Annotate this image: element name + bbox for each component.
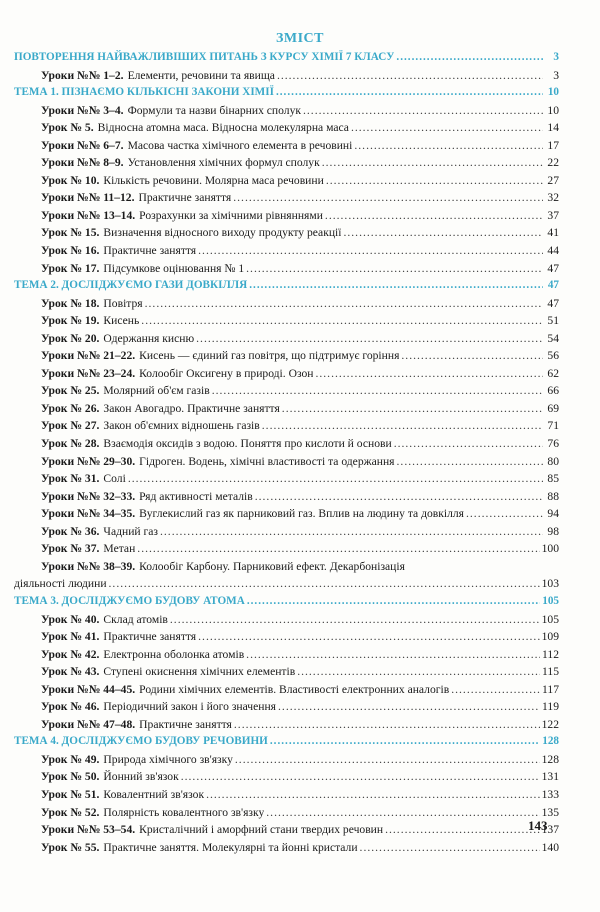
lesson-title: Молярний об'єм газів <box>103 384 210 398</box>
page-ref: 112 <box>542 647 559 661</box>
page-ref: 105 <box>541 612 559 626</box>
leader-dots <box>343 224 543 242</box>
lesson-number: Уроки №№ 53–54. <box>41 823 136 837</box>
lesson-number: Урок № 52. <box>41 805 100 819</box>
leader-dots <box>276 84 543 102</box>
page-ref: 133 <box>541 787 559 801</box>
leader-dots <box>303 102 543 120</box>
page-ref: 32 <box>547 191 559 205</box>
leader-dots <box>270 733 540 751</box>
leader-dots <box>206 786 540 804</box>
lesson-title: Розрахунки за хімічними рівняннями <box>139 208 323 222</box>
page-number: 143 <box>528 818 548 833</box>
leader-dots <box>181 768 540 786</box>
page-ref: 66 <box>547 384 559 398</box>
lesson-title: Ковалентний зв'язок <box>103 787 205 801</box>
toc-entry <box>14 751 559 769</box>
lesson-number: Уроки №№ 21–22. <box>41 349 136 363</box>
lesson-title: Масова частка хімічного елемента в речовині <box>127 138 353 152</box>
lesson-number: Уроки №№ 13–14. <box>41 208 136 222</box>
toc-section <box>14 277 559 295</box>
lesson-title: Електронна оболонка атомів <box>103 647 245 661</box>
lesson-number: Урок № 41. <box>41 630 100 644</box>
lesson-number: Урок № 15. <box>41 226 100 240</box>
toc-entry <box>14 804 559 822</box>
leader-dots <box>262 417 543 435</box>
lesson-title: Підсумкове оцінювання № 1 <box>103 261 245 275</box>
lesson-number: Уроки №№ 29–30. <box>41 454 136 468</box>
lesson-title-continuation: діяльності людини <box>14 577 107 591</box>
page-ref: 76 <box>547 437 559 451</box>
toc-entry <box>14 435 559 453</box>
leader-dots <box>137 540 539 558</box>
lesson-title: Визначення відносного виходу продукту реакції <box>103 226 342 240</box>
leader-dots <box>233 189 543 207</box>
toc-entry <box>14 242 559 260</box>
leader-dots <box>198 242 543 260</box>
lesson-title: Кисень — єдиний газ повітря, що підтримує горіння <box>139 349 400 363</box>
lesson-title: Чадний газ <box>103 524 158 538</box>
lesson-number: Уроки №№ 8–9. <box>41 156 124 170</box>
leader-dots <box>170 611 540 629</box>
lesson-title: Формули та назви бінарних сполук <box>127 103 301 117</box>
lesson-number: Уроки №№ 34–35. <box>41 507 136 521</box>
toc-entry <box>14 663 559 681</box>
toc-section <box>14 84 559 102</box>
toc-entry <box>14 646 559 664</box>
toc-entry <box>14 540 559 558</box>
leader-dots <box>249 277 543 295</box>
lesson-title: Практичне заняття <box>138 191 232 205</box>
toc-entry <box>14 470 559 488</box>
toc-entry <box>14 172 559 190</box>
page-ref: 47 <box>547 279 559 292</box>
lesson-title: Полярність ковалентного зв'язку <box>103 805 265 819</box>
lesson-number: Урок № 27. <box>41 419 100 433</box>
toc-entry <box>14 189 559 207</box>
lesson-title: Колообіг Карбону. Парниковий ефект. Декарбонізація <box>139 559 405 573</box>
lesson-number: Урок № 28. <box>41 437 100 451</box>
lesson-title: Періодичний закон і його значення <box>103 700 277 714</box>
page-ref: 94 <box>547 507 559 521</box>
page-ref: 56 <box>547 349 559 363</box>
toc-entry <box>14 839 559 857</box>
page-ref: 119 <box>542 700 559 714</box>
leader-dots <box>322 154 543 172</box>
lesson-title: Елементи, речовини та явища <box>127 68 275 82</box>
lesson-number: Урок № 26. <box>41 401 100 415</box>
lesson-title: Йонний зв'язок <box>103 770 179 784</box>
page-ref: 122 <box>541 717 559 731</box>
page-ref: 37 <box>547 208 559 222</box>
lesson-number: Урок № 37. <box>41 542 100 556</box>
lesson-number: Урок № 10. <box>41 173 100 187</box>
lesson-title: Солі <box>103 472 126 486</box>
toc-entry <box>14 558 559 576</box>
page-ref: 41 <box>547 226 559 240</box>
lesson-number: Урок № 42. <box>41 647 100 661</box>
toc-entry <box>14 698 559 716</box>
toc-entry <box>14 365 559 383</box>
lesson-number: Урок № 43. <box>41 665 100 679</box>
page-ref: 27 <box>547 173 559 187</box>
leader-dots <box>255 488 543 506</box>
lesson-number: Урок № 46. <box>41 700 100 714</box>
toc-entry <box>14 417 559 435</box>
leader-dots <box>396 49 543 67</box>
toc-entry <box>14 786 559 804</box>
lesson-title: Кисень <box>103 314 140 328</box>
toc-entry <box>14 681 559 699</box>
page-ref: 131 <box>541 770 559 784</box>
lesson-title: Практичне заняття <box>103 244 197 258</box>
toc-entry <box>14 312 559 330</box>
lesson-title: Гідроген. Водень, хімічні властивості та одержання <box>139 454 395 468</box>
page-ref: 47 <box>547 296 559 310</box>
lesson-number: Урок № 31. <box>41 472 100 486</box>
leader-dots <box>128 470 543 488</box>
page-ref: 62 <box>547 366 559 380</box>
lesson-title: Вуглекислий газ як парниковий газ. Вплив на людину та довкілля <box>139 507 464 521</box>
leader-dots <box>198 628 539 646</box>
toc-entry <box>14 154 559 172</box>
leader-dots <box>235 751 540 769</box>
lesson-number: Уроки №№ 47–48. <box>41 717 136 731</box>
lesson-title: Колообіг Оксигену в природі. Озон <box>139 366 314 380</box>
page-ref: 71 <box>547 419 559 433</box>
lesson-number: Уроки №№ 11–12. <box>41 191 135 205</box>
section-title: ТЕМА 1. ПІЗНАЄМО КІЛЬКІСНІ ЗАКОНИ ХІМІЇ <box>14 86 274 99</box>
lesson-number: Урок № 50. <box>41 770 100 784</box>
toc-entry <box>14 260 559 278</box>
page-ref: 105 <box>542 594 559 607</box>
leader-dots <box>196 330 543 348</box>
page-ref: 128 <box>542 735 559 748</box>
lesson-title: Практичне заняття <box>139 717 232 731</box>
leader-dots <box>141 312 543 330</box>
lesson-number: Урок № 25. <box>41 384 100 398</box>
page-title: ЗМІСТ <box>276 31 324 46</box>
toc-entry <box>14 207 559 225</box>
leader-dots <box>325 207 543 225</box>
leader-dots <box>360 839 540 857</box>
lesson-title: Кількість речовини. Молярна маса речовини <box>103 173 324 187</box>
leader-dots <box>354 137 543 155</box>
lesson-number: Урок № 20. <box>41 331 100 345</box>
leader-dots <box>277 67 543 85</box>
page-ref: 51 <box>547 314 559 328</box>
page-ref: 54 <box>547 331 559 345</box>
lesson-title: Установлення хімічних формул сполук <box>127 156 320 170</box>
leader-dots <box>109 575 540 593</box>
lesson-number: Уроки №№ 38–39. <box>41 559 136 573</box>
page-ref: 14 <box>547 121 559 135</box>
section-title: ТЕМА 4. ДОСЛІДЖУЄМО БУДОВУ РЕЧОВИНИ <box>14 735 268 748</box>
lesson-number: Урок № 17. <box>41 261 100 275</box>
toc-entry <box>14 768 559 786</box>
toc-entry <box>14 505 559 523</box>
lesson-title: Взаємодія оксидів з водою. Поняття про кислоти й основи <box>103 437 392 451</box>
toc-entry <box>14 330 559 348</box>
leader-dots <box>385 821 540 839</box>
leader-dots <box>394 435 543 453</box>
lesson-number: Уроки №№ 1–2. <box>41 68 124 82</box>
lesson-title: Відносна атомна маса. Відносна молекулярна маса <box>97 121 349 135</box>
leader-dots <box>451 681 540 699</box>
toc-entry <box>14 119 559 137</box>
toc-entry <box>14 488 559 506</box>
toc-entry <box>14 295 559 313</box>
toc-entry <box>14 67 559 85</box>
page-ref: 80 <box>547 454 559 468</box>
toc-entry <box>14 347 559 365</box>
toc-entry <box>14 821 559 839</box>
page-ref: 140 <box>541 840 559 854</box>
section-title: ТЕМА 2. ДОСЛІДЖУЄМО ГАЗИ ДОВКІЛЛЯ <box>14 279 248 292</box>
lesson-number: Урок № 18. <box>41 296 100 310</box>
page-ref: 109 <box>541 630 559 644</box>
lesson-number: Урок № 55. <box>41 840 100 854</box>
lesson-title: Практичне заняття. Молекулярні та йонні кристали <box>103 840 358 854</box>
section-title: ПОВТОРЕННЯ НАЙВАЖЛИВІШИХ ПИТАНЬ З КУРСУ ХІМІЇ 7 КЛАСУ <box>14 51 395 63</box>
lesson-number: Уроки №№ 3–4. <box>41 103 124 117</box>
lesson-title: Практичне заняття <box>103 630 197 644</box>
lesson-number: Урок № 51. <box>41 787 100 801</box>
leader-dots <box>247 593 540 611</box>
page-ref: 17 <box>547 138 559 152</box>
lesson-number: Урок № 49. <box>41 752 100 766</box>
page-ref: 3 <box>553 51 559 63</box>
toc-entry <box>14 628 559 646</box>
page-ref: 100 <box>541 542 559 556</box>
lesson-title: Одержання кисню <box>103 331 195 345</box>
toc-entry <box>14 382 559 400</box>
toc-entry-continuation <box>14 575 559 593</box>
lesson-number: Урок № 36. <box>41 524 100 538</box>
page-ref: 135 <box>541 805 559 819</box>
lesson-number: Уроки №№ 44–45. <box>41 682 136 696</box>
page-ref: 128 <box>541 752 559 766</box>
lesson-title: Ступені окиснення хімічних елементів <box>103 665 296 679</box>
toc-entry <box>14 400 559 418</box>
lesson-number: Урок № 40. <box>41 612 100 626</box>
leader-dots <box>234 716 540 734</box>
leader-dots <box>466 505 543 523</box>
page-ref: 3 <box>553 68 559 82</box>
toc-section <box>14 593 559 611</box>
toc-entry <box>14 453 559 471</box>
lesson-title: Повітря <box>103 296 143 310</box>
page-ref: 47 <box>547 261 559 275</box>
leader-dots <box>278 698 540 716</box>
leader-dots <box>315 365 543 383</box>
page-ref: 44 <box>547 244 559 258</box>
leader-dots <box>282 400 543 418</box>
lesson-number: Урок № 16. <box>41 244 100 258</box>
lesson-title: Закон об'ємних відношень газів <box>103 419 260 433</box>
toc-entry <box>14 523 559 541</box>
toc-entry <box>14 224 559 242</box>
lesson-title: Метан <box>103 542 136 556</box>
table-of-contents <box>14 49 559 856</box>
leader-dots <box>326 172 543 190</box>
page-ref: 115 <box>542 665 559 679</box>
toc-entry <box>14 716 559 734</box>
lesson-title: Родини хімічних елементів. Властивості електронних аналогів <box>139 682 450 696</box>
page-ref: 98 <box>547 524 559 538</box>
page-ref: 85 <box>547 472 559 486</box>
leader-dots <box>160 523 543 541</box>
toc-section <box>14 733 559 751</box>
page-ref: 137 <box>541 823 559 837</box>
page-ref: 10 <box>547 86 559 99</box>
lesson-title: Кристалічний і аморфний стани твердих речовин <box>139 823 384 837</box>
lesson-title: Ряд активності металів <box>139 489 253 503</box>
page-ref: 88 <box>547 489 559 503</box>
lesson-number: Уроки №№ 23–24. <box>41 366 136 380</box>
lesson-title: Природа хімічного зв'язку <box>103 752 233 766</box>
page-ref: 22 <box>547 156 559 170</box>
page-ref: 10 <box>547 103 559 117</box>
leader-dots <box>212 382 543 400</box>
lesson-number: Урок № 19. <box>41 314 100 328</box>
page-ref: 69 <box>547 401 559 415</box>
lesson-number: Урок № 5. <box>41 121 94 135</box>
leader-dots <box>297 663 540 681</box>
leader-dots <box>246 260 543 278</box>
toc-entry <box>14 102 559 120</box>
page-ref: 103 <box>541 577 559 591</box>
leader-dots <box>145 295 543 313</box>
toc-entry <box>14 611 559 629</box>
section-title: ТЕМА 3. ДОСЛІДЖУЄМО БУДОВУ АТОМА <box>14 594 245 607</box>
toc-section <box>14 49 559 67</box>
lesson-number: Уроки №№ 32–33. <box>41 489 136 503</box>
lesson-title: Закон Авогадро. Практичне заняття <box>103 401 280 415</box>
toc-entry <box>14 137 559 155</box>
leader-dots <box>351 119 543 137</box>
leader-dots <box>401 347 543 365</box>
leader-dots <box>397 453 543 471</box>
page-ref: 117 <box>542 682 559 696</box>
leader-dots <box>246 646 540 664</box>
lesson-title: Склад атомів <box>103 612 168 626</box>
lesson-number: Уроки №№ 6–7. <box>41 138 124 152</box>
leader-dots <box>266 804 539 822</box>
